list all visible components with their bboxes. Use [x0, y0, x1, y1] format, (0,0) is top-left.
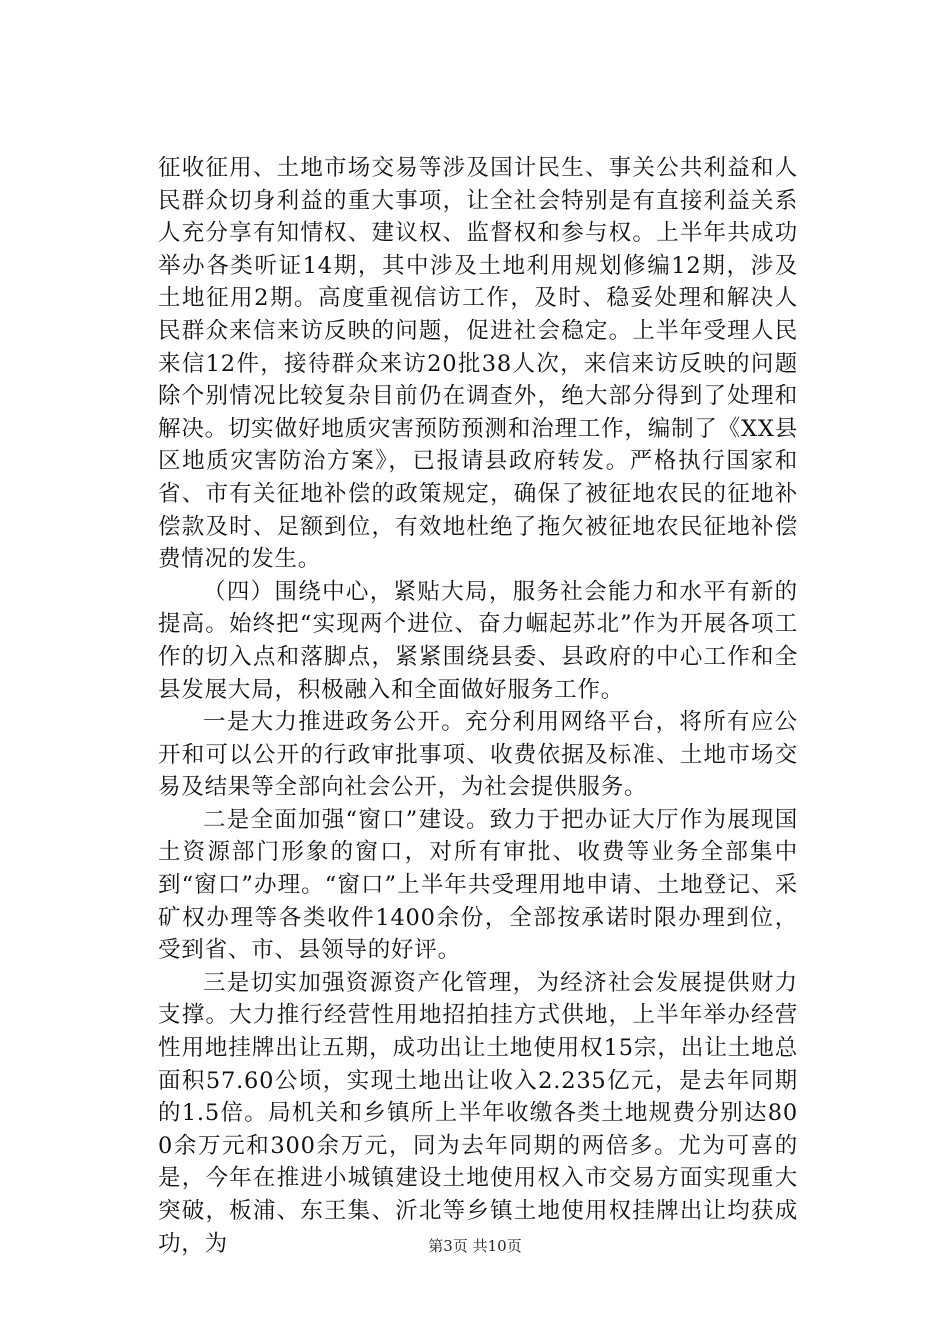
- paragraph-section-four: （四）围绕中心，紧贴大局，服务社会能力和水平有新的提高。始终把“实现两个进位、奋力崛起苏北”作为开展各项工作的切入点和落脚点，紧紧围绕县委、县政府的中心工作和全县发展大局，积极融入和全面做好服务工作。: [158, 578, 798, 703]
- paragraph-continued: 征收征用、土地市场交易等涉及国计民生、事关公共利益和人民群众切身利益的重大事项，让全社会特别是有直接利益关系人充分享有知情权、建议权、监督权和参与权。上半年共成功举办各类听证14期，其中涉及土地利用规划修编12期，涉及土地征用2期。高度重视信访工作，及时、稳妥处理和解决人民群众来信来访反映的问题，促进社会稳定。上半年受理人民来信12件，接待群众来访20批38人次，来信来访反映的问题除个别情况比较复杂目前仍在调查外，绝大部分得到了处理和解决。切实做好地质灾害预防预测和治理工作，编制了《XX县区地质灾害防治方案》，已报请县政府转发。严格执行国家和省、市有关征地补偿的政策规定，确保了被征地农民的征地补偿款及时、足额到位，有效地杜绝了拖欠被征地农民征地补偿费情况的发生。: [158, 155, 798, 573]
- paragraph-item-three: 三是切实加强资源资产化管理，为经济社会发展提供财力支撑。大力推行经营性用地招拍挂方式供地，上半年举办经营性用地挂牌出让五期，成功出让土地使用权15宗，出让土地总面积57.60公顷，实现土地出让收入2.235亿元，是去年同期的1.5倍。局机关和乡镇所上半年收缴各类土地规费分别达800余万元和300余万元，同为去年同期的两倍多。尤为可喜的是，今年在推进小城镇建设土地使用权入市交易方面实现重大突破，板浦、东王集、沂北等乡镇土地使用权挂牌出让均获成功，为: [158, 969, 798, 1257]
- page-footer: 第3页 共10页: [428, 1237, 522, 1255]
- document-body: [158, 152, 798, 1260]
- paragraph-item-one: 一是大力推进政务公开。充分利用网络平台，将所有应公开和可以公开的行政审批事项、收费依据及标准、土地市场交易及结果等全部向社会公开，为社会提供服务。: [158, 709, 798, 801]
- paragraph-item-two: 二是全面加强“窗口”建设。致力于把办证大厅作为展现国土资源部门形象的窗口，对所有审批、收费等业务全部集中到“窗口”办理。“窗口”上半年共受理用地申请、土地登记、采矿权办理等各类收件1400余份，全部按承诺时限办理到位，受到省、市、县领导的好评。: [158, 806, 798, 964]
